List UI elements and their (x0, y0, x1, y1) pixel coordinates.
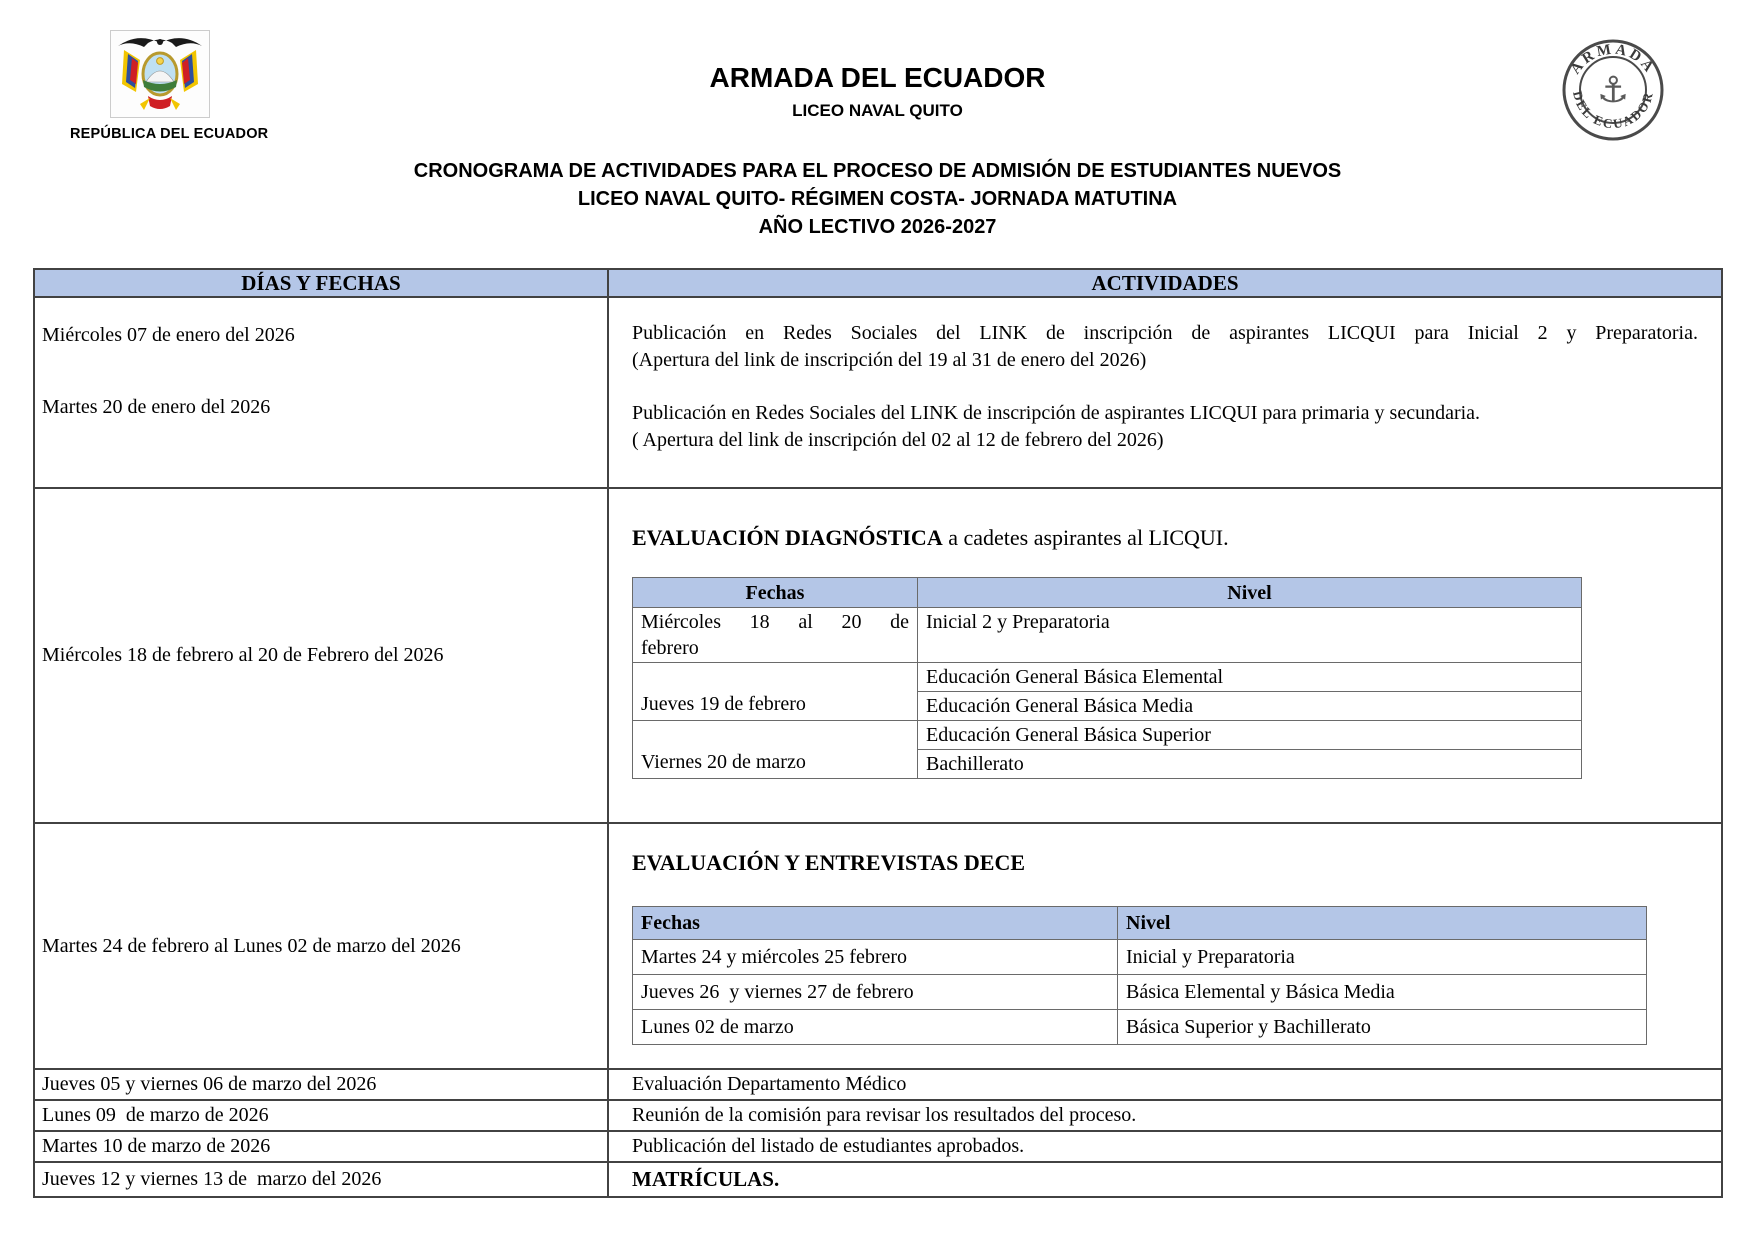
table-row (34, 297, 1722, 488)
table-row (633, 663, 1582, 692)
sub-nivel-cell: Educación General Básica Elemental (918, 663, 1582, 692)
sub-nivel-cell: Educación General Básica Superior (918, 721, 1582, 750)
dates-cell: Martes 24 de febrero al Lunes 02 de marzo del 2026 (34, 823, 608, 1069)
activity-paragraph: Publicación en Redes Sociales del LINK de inscripción de aspirantes LICQUI para primaria y secundaria. ( Apertura del link de inscripción del 02 al 12 de febrero del 2026) (632, 402, 1481, 451)
dates-cell: Miércoles 18 de febrero al 20 de Febrero del 2026 (34, 488, 608, 823)
table-row (633, 608, 1582, 663)
table-row (633, 975, 1647, 1010)
sub-fecha-cell: Jueves 19 de febrero (633, 663, 918, 721)
col-header-dias: DÍAS Y FECHAS (34, 269, 608, 297)
activity-paragraph: Publicación en Redes Sociales del LINK de inscripción de aspirantes LICQUI para Inicial 2 y Preparatoria. (Apertura del link de inscripción del 19 al 31 de enero del 2026) (632, 322, 1698, 371)
table-row (34, 1069, 1722, 1100)
sub-fecha-cell: Viernes 20 de marzo (633, 721, 918, 779)
sub-nivel-cell: Inicial 2 y Preparatoria (918, 608, 1582, 663)
org-name: ARMADA DEL ECUADOR (709, 62, 1046, 93)
sub-nivel-cell: Básica Superior y Bachillerato (1118, 1010, 1647, 1045)
sub-fecha-cell: Martes 24 y miércoles 25 febrero (633, 940, 1118, 975)
title-line-3: AÑO LECTIVO 2026-2027 (758, 216, 997, 238)
activities-cell: Evaluación Departamento Médico (608, 1069, 1722, 1100)
dates-cell: Jueves 12 y viernes 13 de marzo del 2026 (34, 1162, 608, 1197)
table-row (633, 721, 1582, 750)
sub-nivel-cell: Educación General Básica Media (918, 692, 1582, 721)
date-value: Miércoles 07 de enero del 2026 (42, 324, 295, 346)
sub-fecha-cell: Jueves 26 y viernes 27 de febrero (633, 975, 1118, 1010)
activities-cell (608, 297, 1722, 488)
sub-col-nivel: Nivel (918, 578, 1582, 608)
sub-nivel-cell: Inicial y Preparatoria (1118, 940, 1647, 975)
activities-cell (608, 488, 1722, 823)
activities-cell: Reunión de la comisión para revisar los resultados del proceso. (608, 1100, 1722, 1131)
activities-cell: MATRÍCULAS. (608, 1162, 1722, 1197)
title-line-2: LICEO NAVAL QUITO- RÉGIMEN COSTA- JORNADA MATUTINA (577, 188, 1178, 210)
sub-col-fechas: Fechas (633, 578, 918, 608)
section-heading: EVALUACIÓN Y ENTREVISTAS DECE (632, 850, 1026, 875)
table-header-row (34, 269, 1722, 297)
dece-subtable (632, 906, 1647, 1045)
table-row (34, 1100, 1722, 1131)
dates-cell: Lunes 09 de marzo de 2026 (34, 1100, 608, 1131)
schedule-table (33, 268, 1723, 1198)
org-header (0, 62, 1755, 121)
seal-text-bottom: DEL ECUADOR (1569, 89, 1657, 132)
dates-cell: Jueves 05 y viernes 06 de marzo del 2026 (34, 1069, 608, 1100)
seal-text-top: ARMADA (1567, 41, 1659, 78)
sub-col-nivel: Nivel (1118, 907, 1647, 940)
table-row (34, 488, 1722, 823)
sub-fecha-cell: Lunes 02 de marzo (633, 1010, 1118, 1045)
table-row (633, 940, 1647, 975)
org-unit: LICEO NAVAL QUITO (792, 101, 963, 120)
dates-cell (34, 297, 608, 488)
table-row (34, 1162, 1722, 1197)
date-value: Martes 20 de enero del 2026 (42, 396, 271, 418)
table-row (34, 1131, 1722, 1162)
document-title (0, 157, 1755, 241)
sub-nivel-cell: Bachillerato (918, 750, 1582, 779)
activities-cell: Publicación del listado de estudiantes aprobados. (608, 1131, 1722, 1162)
republic-caption: REPÚBLICA DEL ECUADOR (70, 126, 269, 142)
table-row (34, 823, 1722, 1069)
title-line-1: CRONOGRAMA DE ACTIVIDADES PARA EL PROCESO DE ADMISIÓN DE ESTUDIANTES NUEVOS (413, 160, 1342, 182)
table-row (633, 1010, 1647, 1045)
sub-fecha-cell: Miércoles 18 al 20 de febrero (633, 608, 918, 663)
dates-cell: Martes 10 de marzo de 2026 (34, 1131, 608, 1162)
subtable-header-row (633, 578, 1582, 608)
diagnostica-subtable (632, 577, 1582, 779)
anchor-icon: ⚓ (1596, 70, 1630, 111)
col-header-actividades: ACTIVIDADES (608, 269, 1722, 297)
activities-cell (608, 823, 1722, 1069)
sub-col-fechas: Fechas (633, 907, 1118, 940)
section-heading: EVALUACIÓN DIAGNÓSTICA a cadetes aspirantes al LICQUI. (632, 525, 1229, 550)
armada-seal-icon (1561, 36, 1665, 144)
sub-nivel-cell: Básica Elemental y Básica Media (1118, 975, 1647, 1010)
subtable-header-row (633, 907, 1647, 940)
